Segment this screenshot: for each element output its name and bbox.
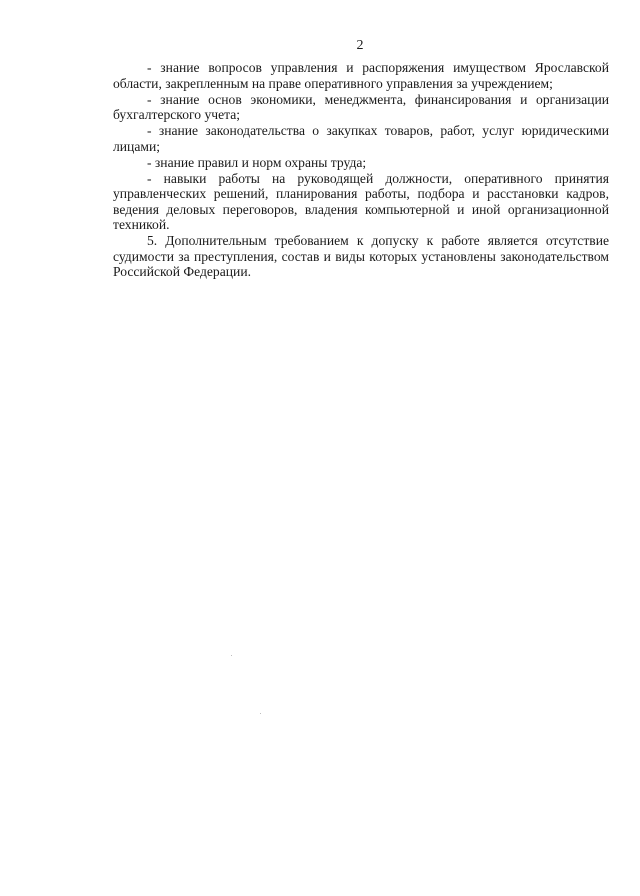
additional-requirement-paragraph: 5. Дополнительным требованием к допуску к работе является отсутствие судимости за преступления, состав и виды которых установлены законодательством Российской Федерации. bbox=[113, 233, 609, 279]
requirement-property-management: - знание вопросов управления и распоряжения имуществом Ярославской области, закрепленным на праве оперативного управления за учреждением; bbox=[113, 60, 609, 91]
requirement-procurement-law: - знание законодательства о закупках товаров, работ, услуг юридическими лицами; bbox=[113, 123, 609, 154]
scan-speck bbox=[260, 713, 261, 714]
document-body bbox=[113, 60, 609, 280]
requirement-management-skills: - навыки работы на руководящей должности, оперативного принятия управленческих решений, планирования работы, подбора и расстановки кадров, ведения деловых переговоров, владения компьютерной и иной организационной техникой. bbox=[113, 170, 609, 232]
scan-speck bbox=[231, 655, 232, 656]
requirement-labor-safety: - знание правил и норм охраны труда; bbox=[147, 154, 367, 170]
requirement-economics: - знание основ экономики, менеджмента, финансирования и организации бухгалтерского учета; bbox=[113, 91, 609, 122]
page-number: 2 bbox=[356, 38, 364, 53]
